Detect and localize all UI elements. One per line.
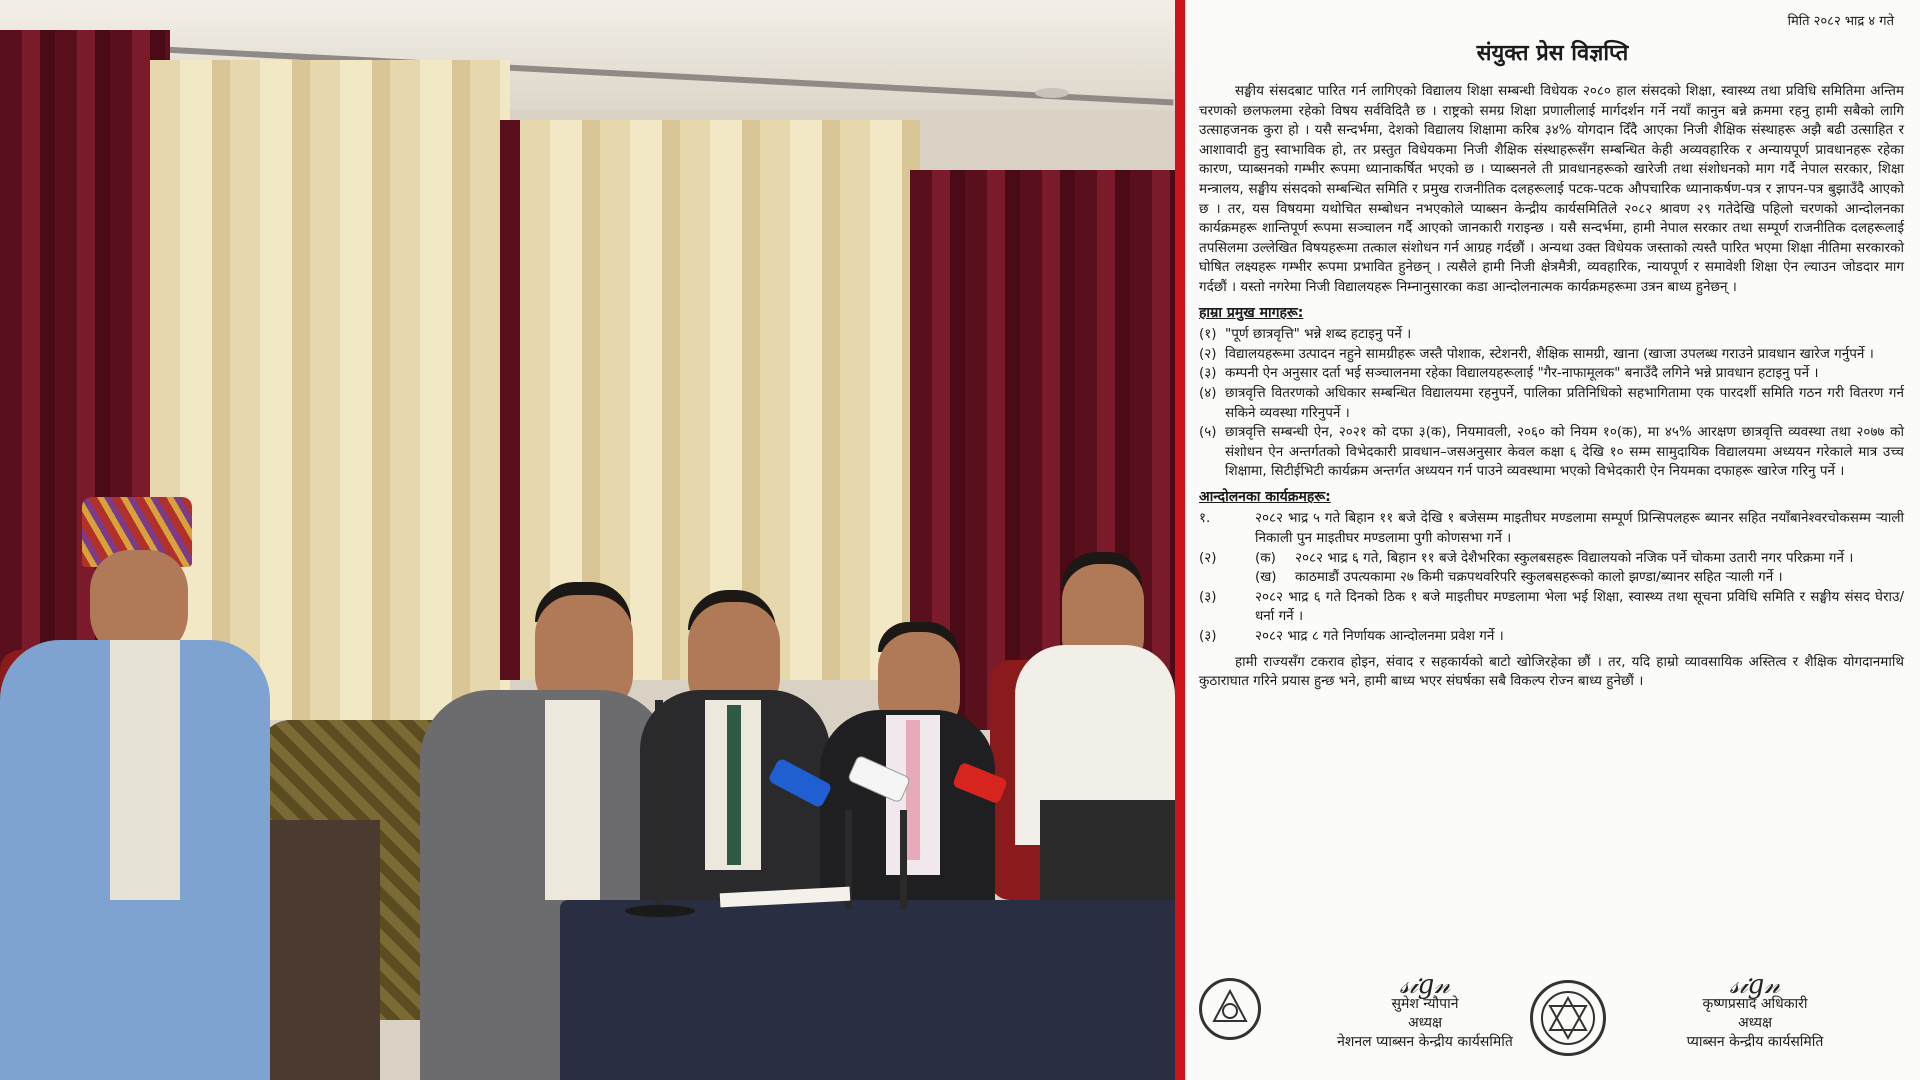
demand-item: (४) छात्रवृत्ति वितरणको अधिकार सम्बन्धित विद्यालयमा रहनुपर्ने, पालिका प्रतिनिधिको सहभागितामा एक पारदर्शी समिति गठन गरी वितरण गर्न सकिने व्यवस्था गरिनुपर्ने । xyxy=(1199,384,1904,421)
person-2-shirt xyxy=(545,700,600,900)
person-5-trousers xyxy=(1040,800,1175,900)
program-subitem: (ख) काठमाडौं उपत्यकामा २७ किमी चक्रपथवरिपरि स्कुलबसहरूको कालो झण्डा/ब्यानर सहित र्‍याली गर्ने । xyxy=(1255,569,1783,586)
person-3-green-tie xyxy=(727,705,741,865)
signatory-1-name: सुमेश न्यौपाने xyxy=(1391,996,1459,1012)
signatory-2 xyxy=(1625,970,1885,1052)
program-subitem: (क) २०८२ भाद्र ६ गते, बिहान ११ बजे देशैभरिका स्कुलबसहरू विद्यालयको नजिक पर्ने चोकमा उतारी नगर परिक्रमा गर्ने । xyxy=(1255,549,1854,566)
national-pabson-seal-icon xyxy=(1199,978,1261,1040)
document-title: संयुक्त प्रेस विज्ञप्ति xyxy=(1476,41,1629,66)
program-item: १. २०८२ भाद्र ५ गते बिहान ११ बजे देखि १ बजेसम्म माइतीघर मण्डलामा सम्पूर्ण प्रिन्सिपलहरू ब्यानर सहित नयाँबानेश्वरचोकसम्म र्‍याली निकाली पुन माइतीघर मण्डलामा पुगी कोणसभा गर्ने । xyxy=(1199,510,1904,547)
signatory-2-role: अध्यक्ष xyxy=(1737,1015,1773,1031)
curtain-cream-left xyxy=(150,60,510,720)
press-release-document xyxy=(1185,0,1920,1080)
demands-heading: हाम्रा प्रमुख मागहरू: xyxy=(1199,304,1304,321)
pabson-seal-icon xyxy=(1530,980,1606,1056)
signatory-2-name: कृष्णप्रसाद अधिकारी xyxy=(1702,996,1808,1012)
programs-heading: आन्दोलनका कार्यक्रमहरू: xyxy=(1199,488,1331,505)
press-table xyxy=(560,900,1175,1080)
red-divider xyxy=(1175,0,1185,1080)
signatory-1-role: अध्यक्ष xyxy=(1407,1015,1443,1031)
person-1-shirt xyxy=(110,640,180,900)
closing-paragraph: हामी राज्यसँग टकराव होइन, संवाद र सहकार्यको बाटो खोजिरहेका छौं । तर, यदि हाम्रो व्यावसायिक अस्तित्व र शैक्षिक योगदानमाथि कुठाराघात गरिने प्रयास हुन्छ भने, हामी बाध्य भएर संघर्षका सबै विकल्प रोज्न बाध्य हुनेछौं । xyxy=(1199,653,1904,690)
signature-area xyxy=(1185,958,1920,1080)
demand-item: (२) विद्यालयहरूमा उत्पादन नहुने सामग्रीहरू जस्तै पोशाक, स्टेशनरी, शैक्षिक सामग्री, खाना (खाजा उपलब्ध गराउने प्रावधान खारेज गर्नुपर्ने । xyxy=(1199,345,1874,362)
signatory-1 xyxy=(1325,970,1525,1052)
program-item: (३) २०८२ भाद्र ८ गते निर्णायक आन्दोलनमा प्रवेश गर्ने । xyxy=(1199,628,1504,645)
signature-1-handwritten: 𝓈𝒾𝑔𝓃 xyxy=(1399,970,1451,1000)
intro-paragraph: सङ्घीय संसदबाट पारित गर्न लागिएको विद्यालय शिक्षा सम्बन्धी विधेयक २०८० हाल संसदको शिक्षा, स्वास्थ्य तथा प्रविधि समितिमा अन्तिम चरणको छलफलमा रहेको विषय सर्वविदितै छ । राष्ट्रको समग्र शिक्षा प्रणालीलाई मार्गदर्शन गर्ने नयाँ कानुन बन्ने क्रममा रहनु हामी सबैको लागि उत्साहजनक कुरा हो । यसै सन्दर्भमा, देशको विद्यालय शिक्षामा करिब ३४% योगदान दिँदै आएका निजी शैक्षिक संस्थाहरू अझै बढी उत्साहित र आशावादी हुनु स्वाभाविक हो, तर प्रस्तुत विधेयकमा निजी शैक्षिक संस्थाहरूसँग सम्बन्धित केही अव्यवहारिक र अन्यायपूर्ण प्रावधानहरू रहेका कारण, प्याब्सनको गम्भीर रूपमा ध्यानाकर्षित भएको छ । प्याब्सनले ती प्रावधानहरूको खारेजी तथा संशोधनको माग गर्दै नेपाल सरकार, शिक्षा मन्त्रालय, सङ्घीय संसदको सम्बन्धित समिति र प्रमुख राजनीतिक दलहरूलाई पटक-पटक औपचारिक ध्यानाकर्षण-पत्र र ज्ञापन-पत्र बुझाउँदै आएको छ । तर, यस विषयमा यथोचित सम्बोधन नभएकोले प्याब्सन केन्द्रीय कार्यसमितिले २०८२ श्रावण २९ गतेदेखि पहिलो चरणको आन्दोलनका कार्यक्रमहरू शान्तिपूर्ण रूपमा सञ्चालन गर्दै आएको जानकारी गराइन्छ । यसै सन्दर्भमा, हामी नेपाल सरकार तथा सम्पूर्ण राजनीतिक दलहरूलाई तपसिलमा उल्लेखित विषयहरूमा तत्काल संशोधन गर्न आग्रह गर्दछौं । अन्यथा उक्त विधेयक जस्ताको त्यस्तै पारित भएमा शिक्षा नीतिमा सरकारको घोषित लक्ष्यहरू गम्भीर रूपमा प्रभावित हुनेछन् । त्यसैले हामी निजी क्षेत्रमैत्री, व्यवहारिक, न्यायपूर्ण र समावेशी शिक्षा ऐन ल्याउन जोडदार माग गर्दछौं । यस्तो नगरेमा निजी विद्यालयहरू निम्नानुसारका कडा आन्दोलनात्मक कार्यक्रमहरूमा उत्रन बाध्य हुनेछन् । xyxy=(1199,83,1905,295)
ceiling-light xyxy=(1035,88,1069,98)
program-item: (३) २०८२ भाद्र ६ गते दिनको ठिक १ बजे माइतीघर मण्डलामा भेला भई शिक्षा, स्वास्थ्य तथा सूचना प्रविधि समिति र सङ्घीय संसद घेराउ/धर्ना गर्ने । xyxy=(1199,588,1904,625)
signatory-2-org: प्याब्सन केन्द्रीय कार्यसमिति xyxy=(1686,1034,1824,1050)
signatory-1-org: नेशनल प्याब्सन केन्द्रीय कार्यसमिति xyxy=(1337,1034,1513,1050)
person-4-pink-tie xyxy=(906,720,920,860)
signature-2-handwritten: 𝓈𝒾𝑔𝓃 xyxy=(1729,970,1781,1000)
document-date: मिति २०८२ भाद्र ४ गते xyxy=(1787,14,1894,29)
mic-base-1 xyxy=(625,905,695,917)
mic-stand-3 xyxy=(900,810,907,910)
demand-item: (३) कम्पनी ऐन अनुसार दर्ता भई सञ्चालनमा रहेका विद्यालयहरूलाई "गैर-नाफामूलक" बनाउँदै लगिने भन्ने प्रावधान हटाइनु पर्ने । xyxy=(1199,365,1819,382)
mic-stand-1 xyxy=(655,700,663,910)
demand-item: (१) "पूर्ण छात्रवृत्ति" भन्ने शब्द हटाइनु पर्ने । xyxy=(1199,326,1412,343)
program-item: (२) (क) २०८२ भाद्र ६ गते, बिहान ११ बजे देशैभरिका स्कुलबसहरू विद्यालयको नजिक पर्ने चोकमा उतारी नगर परिक्रमा गर्ने । (ख) काठमाडौं उपत्यकामा २७ किमी चक्रपथवरिपरि स्कुलबसहरूको कालो झण्डा/ब्यानर सहित र्‍याली गर्ने । xyxy=(1199,549,1904,588)
document-body xyxy=(1199,82,1904,692)
demand-item: (५) छात्रवृत्ति सम्बन्धी ऐन, २०२१ को दफा ३(क), नियमावली, २०६० को नियम १०(क), मा ४५% आरक्षण छात्रवृत्ति व्यवस्था तथा २०७७ को संशोधन ऐन अन्तर्गतको विभेदकारी प्रावधान–जसअनुसार केवल कक्षा ६ देखि १० सम्म सामुदायिक विद्यालयमा अध्ययन गरेकाले मात्र उच्च शिक्षामा, सिटीईभिटी कार्यक्रम अन्तर्गत अध्ययन गर्न पाउने व्यवस्थामा भएको विभेदकारी ऐन नियमका दफाहरू खारेज गरिनु पर्ने । xyxy=(1199,424,1904,480)
